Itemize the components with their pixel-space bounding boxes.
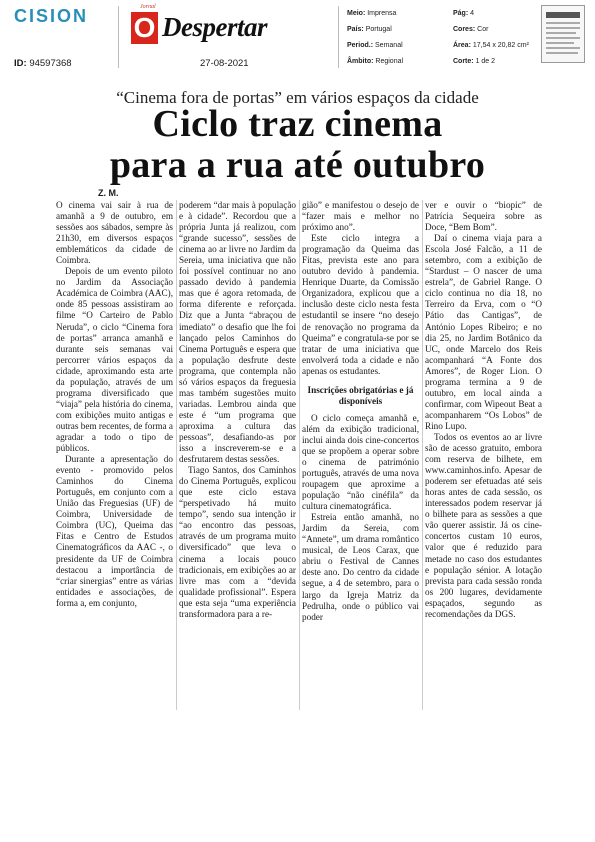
meta-ambito: Âmbito: Regional (347, 58, 404, 65)
article-column-1 (56, 200, 173, 710)
paragraph: Estreia então amanhã, no Jardim da Sereia, com “Annete”, um drama romântico musical, de Leos Carax, que abriu o Festival de Cannes deste ano. Do centro da cidade segue, a 4 de setembro, para o largo da Igreja Matriz da Pedrulha, onde o público vai poder (302, 512, 419, 622)
article-subheading: Inscrições obrigatórias e já disponíveis (307, 384, 414, 406)
thumbnail-line (546, 42, 574, 44)
column-divider (176, 200, 177, 710)
id-value: 94597368 (29, 58, 72, 69)
paragraph: Daí o cinema viaja para a Escola José Falcão, a 11 de setembro, com a exibição de “Stardust – O nascer de uma estrela”, de Gabriel Range. O ciclo continua no dia 18, no Terreiro da Erva, com o “O Pátio das Cantigas”, de António Lopes Ribeiro; e no dia 25, no Jardim Botânico da UC, onde Marcelo dos Reis acompanhará “A Fonte dos Amores”, de Roger Lion. O programa termina a 9 de outubro, em local ainda a confirmar, com Wipeout Beat a acompanharem “Os Lobos” de Rino Lupo. (425, 233, 542, 431)
cision-logo: CISION (14, 6, 89, 26)
meta-cores: Cores: Cor (453, 26, 489, 33)
paragraph: poderem “dar mais à população e à cidade”. Recordou que a própria Junta já realizou, com “grande sucesso”, sessões de cinema ao ar livre no Jardim da Sereia, uma iniciativa que não foi possível continuar no ano passado devido à pandemia mas que é agora retomada, de forma diferente e reforçada. Diz que a Junta “abraçou de imediato” o desafio que lhe foi lançado pelos Caminhos do Cinema Português e espera que a população desfrute deste programa, que contempla não só vários espaços da freguesia mas também sugestões muito variadas. Lembrou ainda que este é “um programa que aproxima a cultura das pessoas”, desafiando-as por isso a inscreverem-se e a desfrutarem destas sessões. (179, 200, 296, 465)
article-column-2 (179, 200, 296, 710)
thumbnail-headline (546, 12, 580, 18)
meta-corte: Corte: 1 de 2 (453, 58, 496, 65)
paragraph: O ciclo começa amanhã e, além da exibição tradicional, inclui ainda dois cine-concertos que se propõem a operar sobre o cinema de património português, através de uma nova roupagem que aproxime a população “não cinéfila” da cultura cinematográfica. (302, 412, 419, 512)
newspaper-logo (128, 4, 308, 48)
paragraph: Depois de um evento piloto no Jardim da Associação Académica de Coimbra (AAC), onde 85 pessoas assistiram ao filme “O Carteiro de Pablo Neruda”, o ciclo “Cinema fora de portas” arranca amanhã e durante seis semanas vai percorrer vários espaços da cidade, aproximando esta arte da população, através de um programa diversificado que “viaja” pela história do cinema, com exibições muito antigas e outras bem recentes, de forma a agradar a todo o tipo de públicos. (56, 266, 173, 454)
paragraph: O cinema vai sair à rua de amanhã a 9 de outubro, em sessões aos sábados, sempre às 21h30, em diversos espaços emblemáticos da cidade de Coimbra. (56, 200, 173, 266)
article-byline: Z. M. (98, 188, 119, 198)
logo-o-block: O (131, 12, 158, 44)
headline-line-2: para a rua até outubro (109, 144, 486, 186)
logo-jornal-text: Jornal (140, 4, 156, 10)
thumbnail-line (546, 47, 580, 49)
meta-meio: Meio: Imprensa (347, 10, 397, 17)
publication-date: 27-08-2021 (200, 58, 249, 69)
thumbnail-line (546, 27, 580, 29)
meta-period: Period.: Semanal (347, 42, 403, 49)
column-divider (422, 200, 423, 710)
meta-pag: Pág: 4 (453, 10, 475, 17)
logo-wordmark: Despertar (162, 12, 267, 42)
meta-area: Área: 17,54 x 20,82 cm² (453, 42, 529, 49)
header-divider (338, 6, 339, 68)
id-label: ID: (14, 58, 27, 69)
article-headline (0, 104, 595, 186)
meta-pais: País: Portugal (347, 26, 392, 33)
clipping-header (0, 0, 595, 78)
article-column-4 (425, 200, 542, 710)
thumbnail-line (546, 32, 576, 34)
paragraph: Tiago Santos, dos Caminhos do Cinema Português, explicou que este ciclo estava “perspetivado há muito tempo”, sendo sua intenção ir “ao encontro das pessoas, através de um programa muito diversificado” que leva o cinema a locais pouco tradicionais, em exibições ao ar livre mas com a “devida qualidade profissional”. Espera que esta seja “uma experiência transformadora para a re- (179, 465, 296, 619)
column-divider (299, 200, 300, 710)
page-thumbnail (541, 5, 585, 63)
article-column-3 (302, 200, 419, 710)
thumbnail-line (546, 37, 580, 39)
paragraph: Todos os eventos ao ar livre são de acesso gratuito, embora com reserva de bilhete, em www.caminhos.info. Apesar de poderem ser efetuadas até seis horas antes de cada sessão, os interessados podem reservar já o bilhete para as sessões a que vão querer assistir. Já os cine-concertos custam 10 euros, valor que é reduzido para metade no caso dos estudantes e população sénior. A lotação prevista para cada sessão ronda os 200 lugares, devidamente espaçados, segundo as recomendações da DGS. (425, 431, 542, 619)
thumbnail-line (546, 52, 578, 54)
header-divider (118, 6, 119, 68)
paragraph: gião” e manifestou o desejo de “fazer mais e melhor no próximo ano”. (302, 200, 419, 233)
article-kicker: “Cinema fora de portas” em vários espaços da cidade (116, 88, 479, 107)
paragraph: ver e ouvir o “biopic” de Patrícia Sequeira sobre as Doce, “Bem Bom”. (425, 200, 542, 233)
paragraph: Durante a apresentação do evento - promovido pelos Caminhos do Cinema Português, em conjunto com a União das Freguesias (UF) de Coimbra, Universidade de Coimbra (UC), Queima das Fitas e Centro de Estudos Cinematográficos da AAC -, o presidente da UF de Coimbra destacou a importância de “criar sinergias” entre as várias entidades e associações, de forma a, em conjunto, (56, 454, 173, 608)
clipping-id (14, 58, 72, 69)
thumbnail-line (546, 22, 580, 24)
paragraph: Este ciclo integra a programação da Queima das Fitas, prevista este ano para outubro devido à pandemia. Henrique Duarte, da Comissão Organizadora, explicou que a inclusão deste ciclo nesta festa estudantil se insere “no desejo de renovação no programa da Queima” e congratula-se por se tratar de uma iniciativa que envolverá toda a cidade e não apenas os estudantes. (302, 233, 419, 376)
headline-line-1: Ciclo traz cinema (152, 103, 443, 145)
